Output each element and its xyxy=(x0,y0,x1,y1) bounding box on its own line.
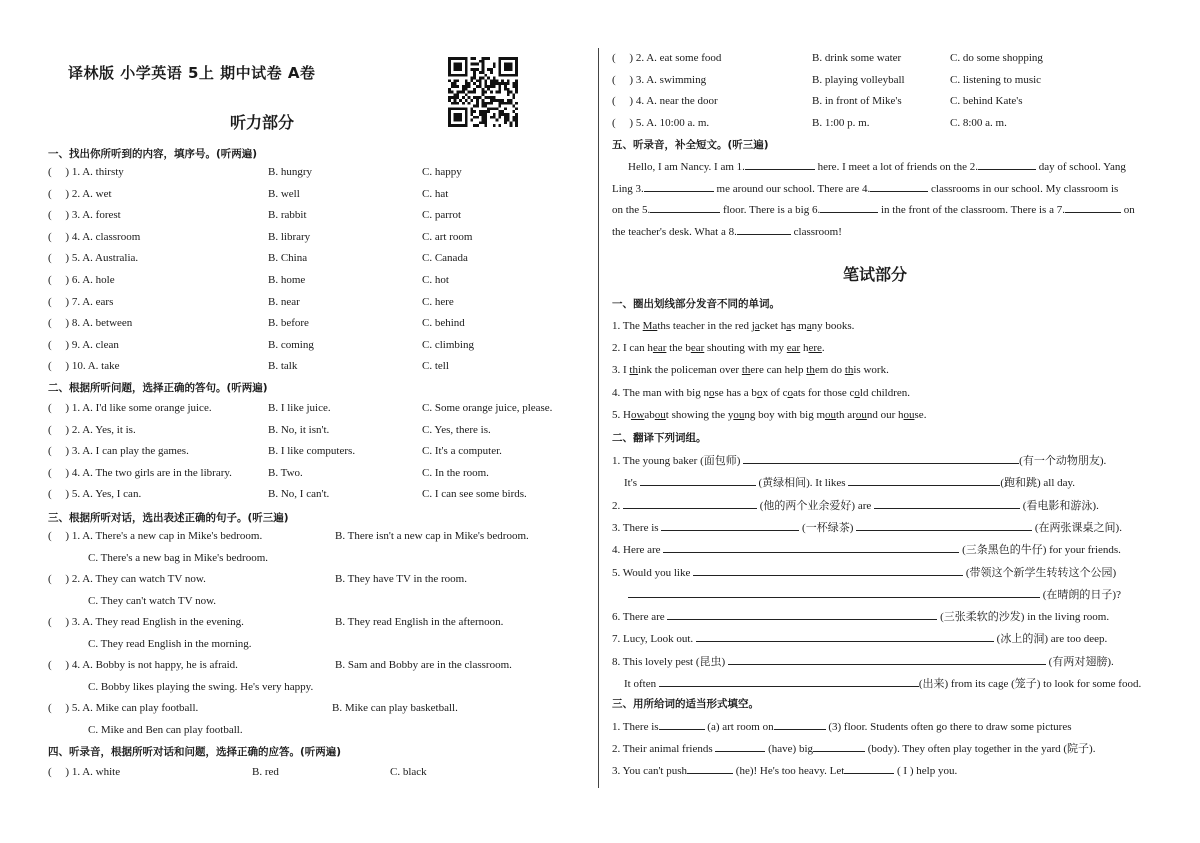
option-a: ( ) 1. A. I'd like some orange juice. xyxy=(48,402,212,414)
translation-line xyxy=(612,651,1114,674)
underlined-letters: o xyxy=(708,386,715,399)
option-a: ( ) 3. A. They read English in the evening. xyxy=(48,616,244,628)
question-row xyxy=(48,313,578,334)
underlined-letters: Ma xyxy=(642,320,658,332)
underlined-letters: a xyxy=(754,320,760,332)
option-c: C. Yes, there is. xyxy=(422,423,491,436)
answer-blank xyxy=(650,199,720,213)
translation-line xyxy=(612,495,1099,518)
underlined-letters: ere xyxy=(808,342,822,355)
option-b: B. well xyxy=(268,187,300,200)
sentence-text: t showing the y xyxy=(665,408,734,421)
translation-line xyxy=(612,562,1116,585)
underlined-letters: ou xyxy=(654,408,666,421)
question-row xyxy=(48,398,578,419)
option-c: C. happy xyxy=(422,166,462,178)
underlined-letters: ou xyxy=(855,408,867,421)
passage-text: day of school. Yang xyxy=(1036,161,1126,173)
translation-line xyxy=(612,517,1122,540)
passage-text: me around our school. There are 4. xyxy=(713,182,871,195)
answer-blank xyxy=(737,221,791,235)
sentence-text: ab xyxy=(644,408,655,421)
passage-text: classroom! xyxy=(790,225,842,238)
sentence-text: se has a b xyxy=(714,386,757,399)
option-c: C. 8:00 a. m. xyxy=(950,116,1007,129)
translation-text: 5. Would you like xyxy=(612,566,694,579)
underlined-letters: ou xyxy=(825,408,836,421)
passage-text: Ling 3. xyxy=(612,182,644,195)
translation-text: (出来) from its cage (笼子) to look for some food. xyxy=(918,678,1142,690)
underlined-letters: a xyxy=(786,320,792,332)
section-heading: 三、根据所听对话，选出表述正确的句子。(听三遍) xyxy=(48,512,289,524)
option-a: ( ) 9. A. clean xyxy=(48,338,119,351)
question-row xyxy=(612,91,1157,112)
phonics-line xyxy=(612,405,926,427)
option-c: C. Canada xyxy=(422,252,468,265)
option-a: ( ) 5. A. 10:00 a. m. xyxy=(612,116,710,129)
option-b: B. playing volleyball xyxy=(812,73,905,86)
passage-line xyxy=(612,221,842,244)
option-a: ( ) 1. A. There's a new cap in Mike's bedroom. xyxy=(48,530,263,542)
question-row xyxy=(612,70,1157,91)
sentence-text: nd our h xyxy=(866,408,904,421)
phonics-line xyxy=(612,383,910,405)
fill-text: (3) floor. Students often go there to draw some pictures xyxy=(825,721,1072,733)
option-b: B. drink some water xyxy=(812,52,902,64)
option-b: B. They read English in the afternoon. xyxy=(335,616,504,628)
section-heading: 五、听录音，补全短文。(听三遍) xyxy=(612,139,769,151)
question-row-cont xyxy=(48,720,578,741)
phonics-line xyxy=(612,316,854,338)
option-a: ( ) 8. A. between xyxy=(48,317,133,330)
underlined-letters: o xyxy=(756,386,763,399)
option-b: B. I like computers. xyxy=(268,445,356,458)
answer-blank xyxy=(623,495,757,509)
fill-text: 2. Their animal friends xyxy=(612,743,716,755)
answer-blank xyxy=(978,156,1036,170)
option-c: C. I can see some birds. xyxy=(422,488,527,501)
translation-line xyxy=(628,584,1121,607)
sentence-text: 5. H xyxy=(612,408,631,421)
question-row xyxy=(48,184,578,205)
option-b: B. rabbit xyxy=(268,209,307,222)
sentence-text: the b xyxy=(666,342,691,355)
option-a: ( ) 1. A. white xyxy=(48,766,121,778)
answer-blank xyxy=(628,584,1040,598)
option-c: C. tell xyxy=(422,360,449,373)
answer-blank xyxy=(693,562,963,576)
fill-text: (body). They often play together in the yard (院子). xyxy=(865,743,1096,755)
question-row xyxy=(48,463,578,484)
sentence-text: 2. I can h xyxy=(612,342,653,355)
translation-text: (跑和跳) all day. xyxy=(1000,477,1076,490)
sentence-text: se. xyxy=(914,408,927,421)
translation-text: (带领这个新学生转转这个公园) xyxy=(963,566,1117,579)
fill-text: 1. There is xyxy=(612,721,659,733)
sentence-text: ere can help xyxy=(750,364,807,377)
translation-text: 3. There is xyxy=(612,521,662,534)
option-c: C. art room xyxy=(422,230,473,243)
passage-text: classrooms in our school. My classroom is xyxy=(928,182,1119,195)
option-a: ( ) 1. A. thirsty xyxy=(48,166,124,178)
option-b: B. There isn't a new cap in Mike's bedroom. xyxy=(335,530,529,542)
question-row xyxy=(612,48,1157,69)
option-c: C. They read English in the morning. xyxy=(88,637,252,650)
answer-blank xyxy=(659,673,919,687)
option-c: C. parrot xyxy=(422,209,462,222)
sentence-text: . xyxy=(821,342,825,355)
question-row xyxy=(48,762,578,783)
answer-blank xyxy=(874,495,1020,509)
translation-text: 2. xyxy=(612,499,623,512)
answer-blank xyxy=(659,716,705,730)
answer-blank xyxy=(820,199,878,213)
option-c: C. Some orange juice, please. xyxy=(422,402,553,414)
translation-text: 4. Here are xyxy=(612,544,664,557)
option-b: B. No, it isn't. xyxy=(268,423,330,436)
option-a: ( ) 7. A. ears xyxy=(48,295,114,308)
underlined-letters: ear xyxy=(786,342,801,355)
translation-line xyxy=(612,450,1106,473)
translation-text: (有一个动物朋友). xyxy=(1019,455,1107,467)
section-heading: 一、找出你所听到的内容，填序号。(听两遍) xyxy=(48,148,258,160)
answer-blank xyxy=(856,517,1032,531)
option-a: ( ) 2. A. eat some food xyxy=(612,52,722,64)
translation-text: (在两张课桌之间). xyxy=(1032,521,1122,534)
question-row xyxy=(48,205,578,226)
question-row xyxy=(48,484,578,505)
option-a: ( ) 5. A. Yes, I can. xyxy=(48,488,142,501)
translation-text: (三张柔软的沙发) in the living room. xyxy=(937,611,1110,624)
underlined-letters: ear xyxy=(652,342,667,355)
option-a: ( ) 5. A. Australia. xyxy=(48,252,139,265)
translation-text: 8. This lovely pest (昆虫) xyxy=(612,655,728,668)
question-row-cont xyxy=(48,591,578,612)
sentence-text: x of c xyxy=(762,386,788,399)
answer-blank xyxy=(715,738,765,752)
answer-blank xyxy=(687,760,733,774)
phonics-line xyxy=(612,338,825,360)
translation-text: 1. The young baker (面包师) xyxy=(612,455,744,467)
answer-blank xyxy=(696,628,994,642)
answer-blank xyxy=(743,450,1019,464)
sentence-text: 3. I xyxy=(612,364,630,377)
answer-blank xyxy=(848,472,1000,486)
option-a: ( ) 4. A. near the door xyxy=(612,95,718,107)
section-heading: 二、翻译下列词组。 xyxy=(612,432,707,444)
section-heading: 一、圈出划线部分发音不同的单词。 xyxy=(612,298,780,310)
question-row xyxy=(48,655,578,676)
translation-text: It often xyxy=(624,678,659,690)
section-heading: 二、根据所听问题，选择正确的答句。(听两遍) xyxy=(48,382,268,394)
underlined-letters: ow xyxy=(630,408,645,421)
option-a: ( ) 4. A. The two girls are in the library. xyxy=(48,466,232,479)
passage-text: in the front of the classroom. There is a 7. xyxy=(878,204,1065,216)
option-b: B. No, I can't. xyxy=(268,488,330,501)
passage-text: the teacher's desk. What a 8. xyxy=(612,225,737,238)
translation-text: (三条黑色的牛仔) for your friends. xyxy=(959,544,1121,557)
option-b: B. They have TV in the room. xyxy=(335,573,467,585)
translation-text: (他的两个业余爱好) are xyxy=(757,499,875,512)
phonics-line xyxy=(612,360,889,382)
option-a: ( ) 3. A. forest xyxy=(48,209,121,222)
answer-blank xyxy=(728,651,1046,665)
sentence-text: em do xyxy=(814,364,845,377)
sentence-text: ny books. xyxy=(811,320,855,332)
exam-title: 译林版 小学英语 5上 期中试卷 A卷 xyxy=(68,64,316,82)
sentence-text: ink the policeman over xyxy=(637,364,742,377)
underlined-letters: o xyxy=(854,386,860,399)
translation-line xyxy=(612,539,1121,562)
passage-line xyxy=(628,156,1126,179)
question-row xyxy=(48,698,578,719)
option-c: C. black xyxy=(390,766,427,778)
translation-text: (有两对翅膀). xyxy=(1045,655,1114,668)
answer-blank xyxy=(870,178,928,192)
translation-text: (在晴朗的日子)? xyxy=(1040,588,1121,601)
section-heading: 四、听录音，根据所听对话和问题，选择正确的应答。(听两遍) xyxy=(48,746,342,758)
option-b: B. in front of Mike's xyxy=(812,95,902,107)
underlined-letters: th xyxy=(629,364,638,377)
question-row xyxy=(48,612,578,633)
question-row xyxy=(48,356,578,377)
question-row-cont xyxy=(48,634,578,655)
sentence-text: s m xyxy=(791,320,807,332)
option-c: C. It's a computer. xyxy=(422,445,502,458)
option-a: ( ) 3. A. I can play the games. xyxy=(48,445,189,458)
answer-blank xyxy=(844,760,894,774)
option-a: ( ) 10. A. take xyxy=(48,360,120,373)
underlined-letters: o xyxy=(787,386,793,399)
passage-line xyxy=(612,178,1118,201)
translation-line xyxy=(612,606,1109,629)
option-c: C. behind xyxy=(422,317,465,330)
passage-text: on the 5. xyxy=(612,204,651,216)
option-c: C. They can't watch TV now. xyxy=(88,594,217,607)
section-heading: 三、用所给词的适当形式填空。 xyxy=(612,698,759,710)
question-row xyxy=(48,227,578,248)
underlined-letters: ou xyxy=(733,408,745,421)
answer-blank xyxy=(663,539,959,553)
option-b: B. before xyxy=(268,317,309,330)
option-c: C. here xyxy=(422,295,454,308)
answer-blank xyxy=(813,738,865,752)
question-row xyxy=(48,526,578,547)
underlined-letters: ou xyxy=(903,408,915,421)
sentence-text: shouting with my xyxy=(704,342,787,355)
answer-blank xyxy=(640,472,756,486)
sentence-text: is work. xyxy=(853,364,889,377)
option-a: ( ) 6. A. hole xyxy=(48,274,115,286)
question-row xyxy=(48,569,578,590)
option-c: C. hat xyxy=(422,187,449,200)
option-b: B. near xyxy=(268,295,300,308)
option-c: C. listening to music xyxy=(950,73,1042,86)
option-b: B. library xyxy=(268,230,311,243)
option-b: B. I like juice. xyxy=(268,402,331,414)
option-b: B. 1:00 p. m. xyxy=(812,116,870,129)
passage-text: here. I meet a lot of friends on the 2. xyxy=(814,161,978,173)
option-c: C. hot xyxy=(422,274,449,286)
option-a: ( ) 3. A. swimming xyxy=(612,73,707,86)
fill-line xyxy=(612,738,1095,761)
fill-text: (he)! He's too heavy. Let xyxy=(733,765,845,777)
option-c: C. do some shopping xyxy=(950,52,1043,64)
option-b: B. China xyxy=(268,252,308,265)
sentence-text: ths teacher in the red j xyxy=(657,320,755,332)
question-row xyxy=(48,162,578,183)
answer-blank xyxy=(644,178,714,192)
option-c: C. behind Kate's xyxy=(950,95,1023,107)
fill-line xyxy=(612,760,957,783)
question-row xyxy=(612,113,1157,134)
answer-blank xyxy=(661,517,799,531)
question-row xyxy=(48,335,578,356)
underlined-letters: a xyxy=(806,320,812,332)
option-a: ( ) 2. A. Yes, it is. xyxy=(48,423,136,436)
option-b: B. Mike can play basketball. xyxy=(332,702,458,714)
option-b: B. Sam and Bobby are in the classroom. xyxy=(335,659,512,671)
question-row xyxy=(48,292,578,313)
answer-blank xyxy=(774,716,826,730)
option-c: C. In the room. xyxy=(422,466,489,479)
question-row xyxy=(48,248,578,269)
underlined-letters: th xyxy=(844,364,854,377)
translation-text: It's xyxy=(624,477,640,490)
option-c: C. Mike and Ben can play football. xyxy=(88,723,243,736)
option-a: ( ) 5. A. Mike can play football. xyxy=(48,702,199,714)
passage-line xyxy=(612,199,1135,222)
sentence-text: h xyxy=(800,342,809,355)
fill-text: (a) art room on xyxy=(704,721,774,733)
option-b: B. coming xyxy=(268,338,314,351)
translation-text: 7. Lucy, Look out. xyxy=(612,633,696,646)
translation-line xyxy=(624,673,1141,696)
option-a: ( ) 2. A. They can watch TV now. xyxy=(48,573,206,585)
writing-heading: 笔试部分 xyxy=(843,265,908,284)
option-a: ( ) 4. A. Bobby is not happy, he is afraid. xyxy=(48,659,238,671)
option-b: B. home xyxy=(268,274,306,286)
option-a: ( ) 2. A. wet xyxy=(48,187,112,200)
option-b: B. hungry xyxy=(268,166,312,178)
underlined-letters: th xyxy=(806,364,815,377)
answer-blank xyxy=(1065,199,1121,213)
option-c: C. There's a new bag in Mike's bedroom. xyxy=(88,551,269,564)
sentence-text: th ar xyxy=(836,408,856,421)
sentence-text: cket h xyxy=(759,320,787,332)
qr-code-icon xyxy=(448,56,518,128)
translation-text: (冰上的洞) are too deep. xyxy=(993,633,1108,646)
translation-text: (看电影和游泳). xyxy=(1020,499,1099,512)
listening-heading: 听力部分 xyxy=(230,113,295,132)
translation-text: (黄绿相间). It likes xyxy=(755,477,849,490)
sentence-text: ld children. xyxy=(859,386,910,399)
option-b: B. Two. xyxy=(268,466,303,479)
translation-text: 6. There are xyxy=(612,611,668,624)
option-c: C. climbing xyxy=(422,338,474,351)
translation-line xyxy=(612,628,1107,651)
sentence-text: 4. The man with big n xyxy=(612,386,709,399)
sentence-text: 1. The xyxy=(612,320,643,332)
option-c: C. Bobby likes playing the swing. He's very happy. xyxy=(88,680,314,693)
option-b: B. talk xyxy=(268,360,298,373)
option-b: B. red xyxy=(252,766,279,778)
underlined-letters: ear xyxy=(690,342,705,355)
answer-blank xyxy=(745,156,815,170)
fill-text: ( I ) help you. xyxy=(894,765,958,777)
passage-text: on xyxy=(1120,204,1135,216)
sentence-text: ats for those c xyxy=(792,386,855,399)
sentence-text: ng boy with big m xyxy=(744,408,825,421)
translation-line xyxy=(624,472,1075,495)
column-divider xyxy=(598,48,599,788)
question-row-cont xyxy=(48,677,578,698)
question-row-cont xyxy=(48,548,578,569)
translation-text: (一杯绿茶) xyxy=(799,521,857,534)
answer-blank xyxy=(667,606,937,620)
question-row xyxy=(48,441,578,462)
option-a: ( ) 4. A. classroom xyxy=(48,230,141,243)
fill-line xyxy=(612,716,1072,739)
passage-text: Hello, I am Nancy. I am 1. xyxy=(628,161,745,173)
fill-text: 3. You can't push xyxy=(612,765,688,777)
underlined-letters: th xyxy=(741,364,751,377)
passage-text: floor. There is a big 6. xyxy=(720,204,821,216)
question-row xyxy=(48,420,578,441)
fill-text: (have) big xyxy=(765,743,814,755)
question-row xyxy=(48,270,578,291)
